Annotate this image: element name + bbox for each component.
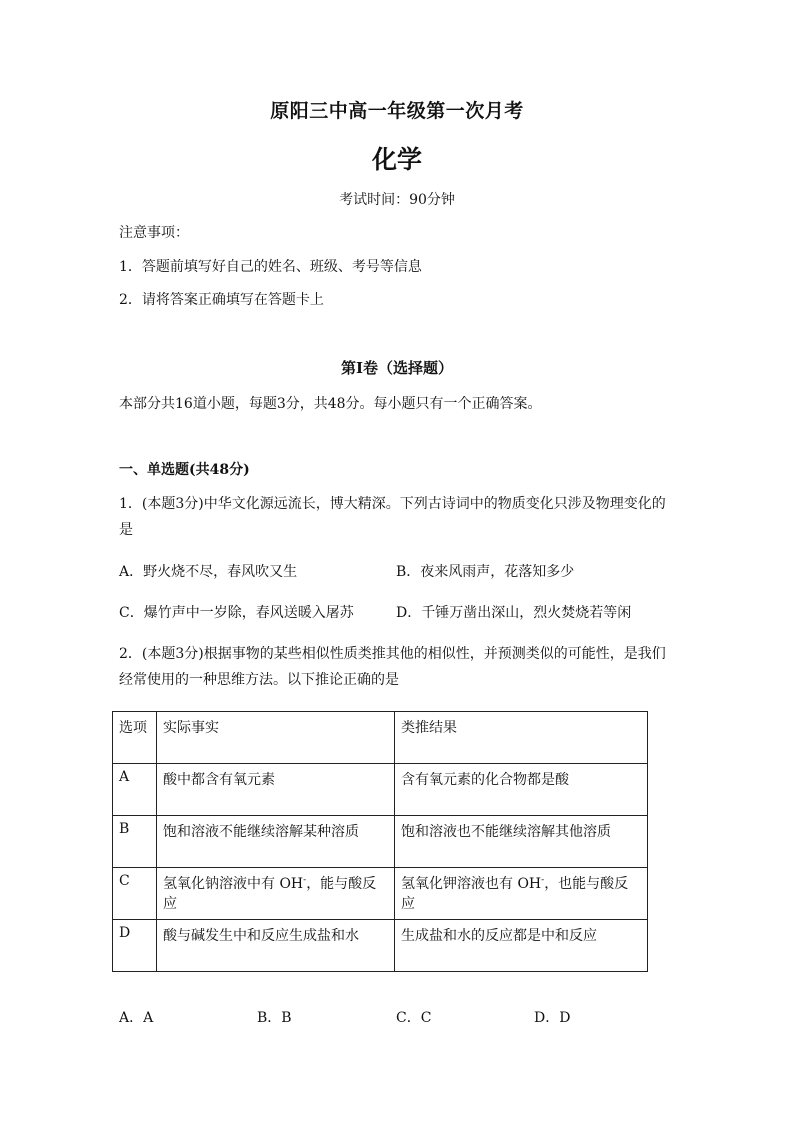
table-header-cell: 选项 (113, 712, 157, 764)
q2-option-a: A．A (119, 1010, 154, 1026)
table-cell-result: 生成盐和水的反应都是中和反应 (395, 920, 648, 972)
table-cell-option: C (113, 868, 157, 920)
fact-text-pre: 氢氧化钠溶液中有 OH (163, 876, 304, 892)
note-item-2: 2．请将答案正确填写在答题卡上 (119, 292, 324, 308)
question-1-text: 1．(本题3分)中华文化源远流长，博大精深。下列古诗词中的物质变化只涉及物理变化的是 (119, 496, 666, 538)
exam-time: 考试时间：90分钟 (339, 192, 455, 208)
q1-option-c: C．爆竹声中一岁除，春风送暖入屠苏 (119, 605, 354, 621)
q2-option-d: D．D (534, 1010, 571, 1026)
result-superscript: - (541, 875, 545, 886)
table-cell-fact: 酸中都含有氧元素 (157, 764, 395, 816)
table-header-cell: 实际事实 (157, 712, 395, 764)
table-header-row (113, 712, 648, 764)
table-row (113, 764, 648, 816)
table-cell-option: B (113, 816, 157, 868)
result-text-post: ，也能与酸反应 (401, 876, 629, 912)
result-text-pre: 氢氧化钾溶液也有 OH (401, 876, 542, 892)
question-2-text: 2．(本题3分)根据事物的某些相似性质类推其他的相似性，并预测类似的可能性，是我们经常使用的一种思维方法。以下推论正确的是 (119, 646, 666, 688)
table-cell-result (395, 868, 648, 920)
part-title: 一、单选题(共48分) (119, 462, 250, 478)
analogy-table (112, 711, 648, 972)
q1-option-b: B．夜来风雨声，花落知多少 (396, 564, 575, 580)
fact-text-post: ，能与酸反应 (163, 876, 377, 912)
table-row (113, 816, 648, 868)
table-cell-fact (157, 868, 395, 920)
notes-heading: 注意事项： (119, 225, 189, 241)
q1-option-d: D．千锤万凿出深山，烈火焚烧若等闲 (396, 605, 632, 621)
q1-option-a: A．野火烧不尽，春风吹又生 (119, 564, 298, 580)
table-cell-fact: 饱和溶液不能继续溶解某种溶质 (157, 816, 395, 868)
section-description: 本部分共16道小题，每题3分，共48分。每小题只有一个正确答案。 (119, 396, 542, 412)
note-item-1: 1．答题前填写好自己的姓名、班级、考号等信息 (119, 259, 422, 275)
table-cell-option: D (113, 920, 157, 972)
q2-option-c: C．C (396, 1010, 432, 1026)
table-header-cell: 类推结果 (395, 712, 648, 764)
table-cell-option: A (113, 764, 157, 816)
fact-superscript: - (303, 875, 307, 886)
table-cell-result: 含有氧元素的化合物都是酸 (395, 764, 648, 816)
table-cell-result: 饱和溶液也不能继续溶解其他溶质 (395, 816, 648, 868)
subject-title: 化学 (371, 145, 422, 174)
q2-option-b: B．B (257, 1010, 292, 1026)
table-row (113, 868, 648, 920)
table-row (113, 920, 648, 972)
exam-title: 原阳三中高一年级第一次月考 (270, 100, 524, 122)
table-cell-fact: 酸与碱发生中和反应生成盐和水 (157, 920, 395, 972)
section-title: 第I卷（选择题） (340, 359, 454, 377)
